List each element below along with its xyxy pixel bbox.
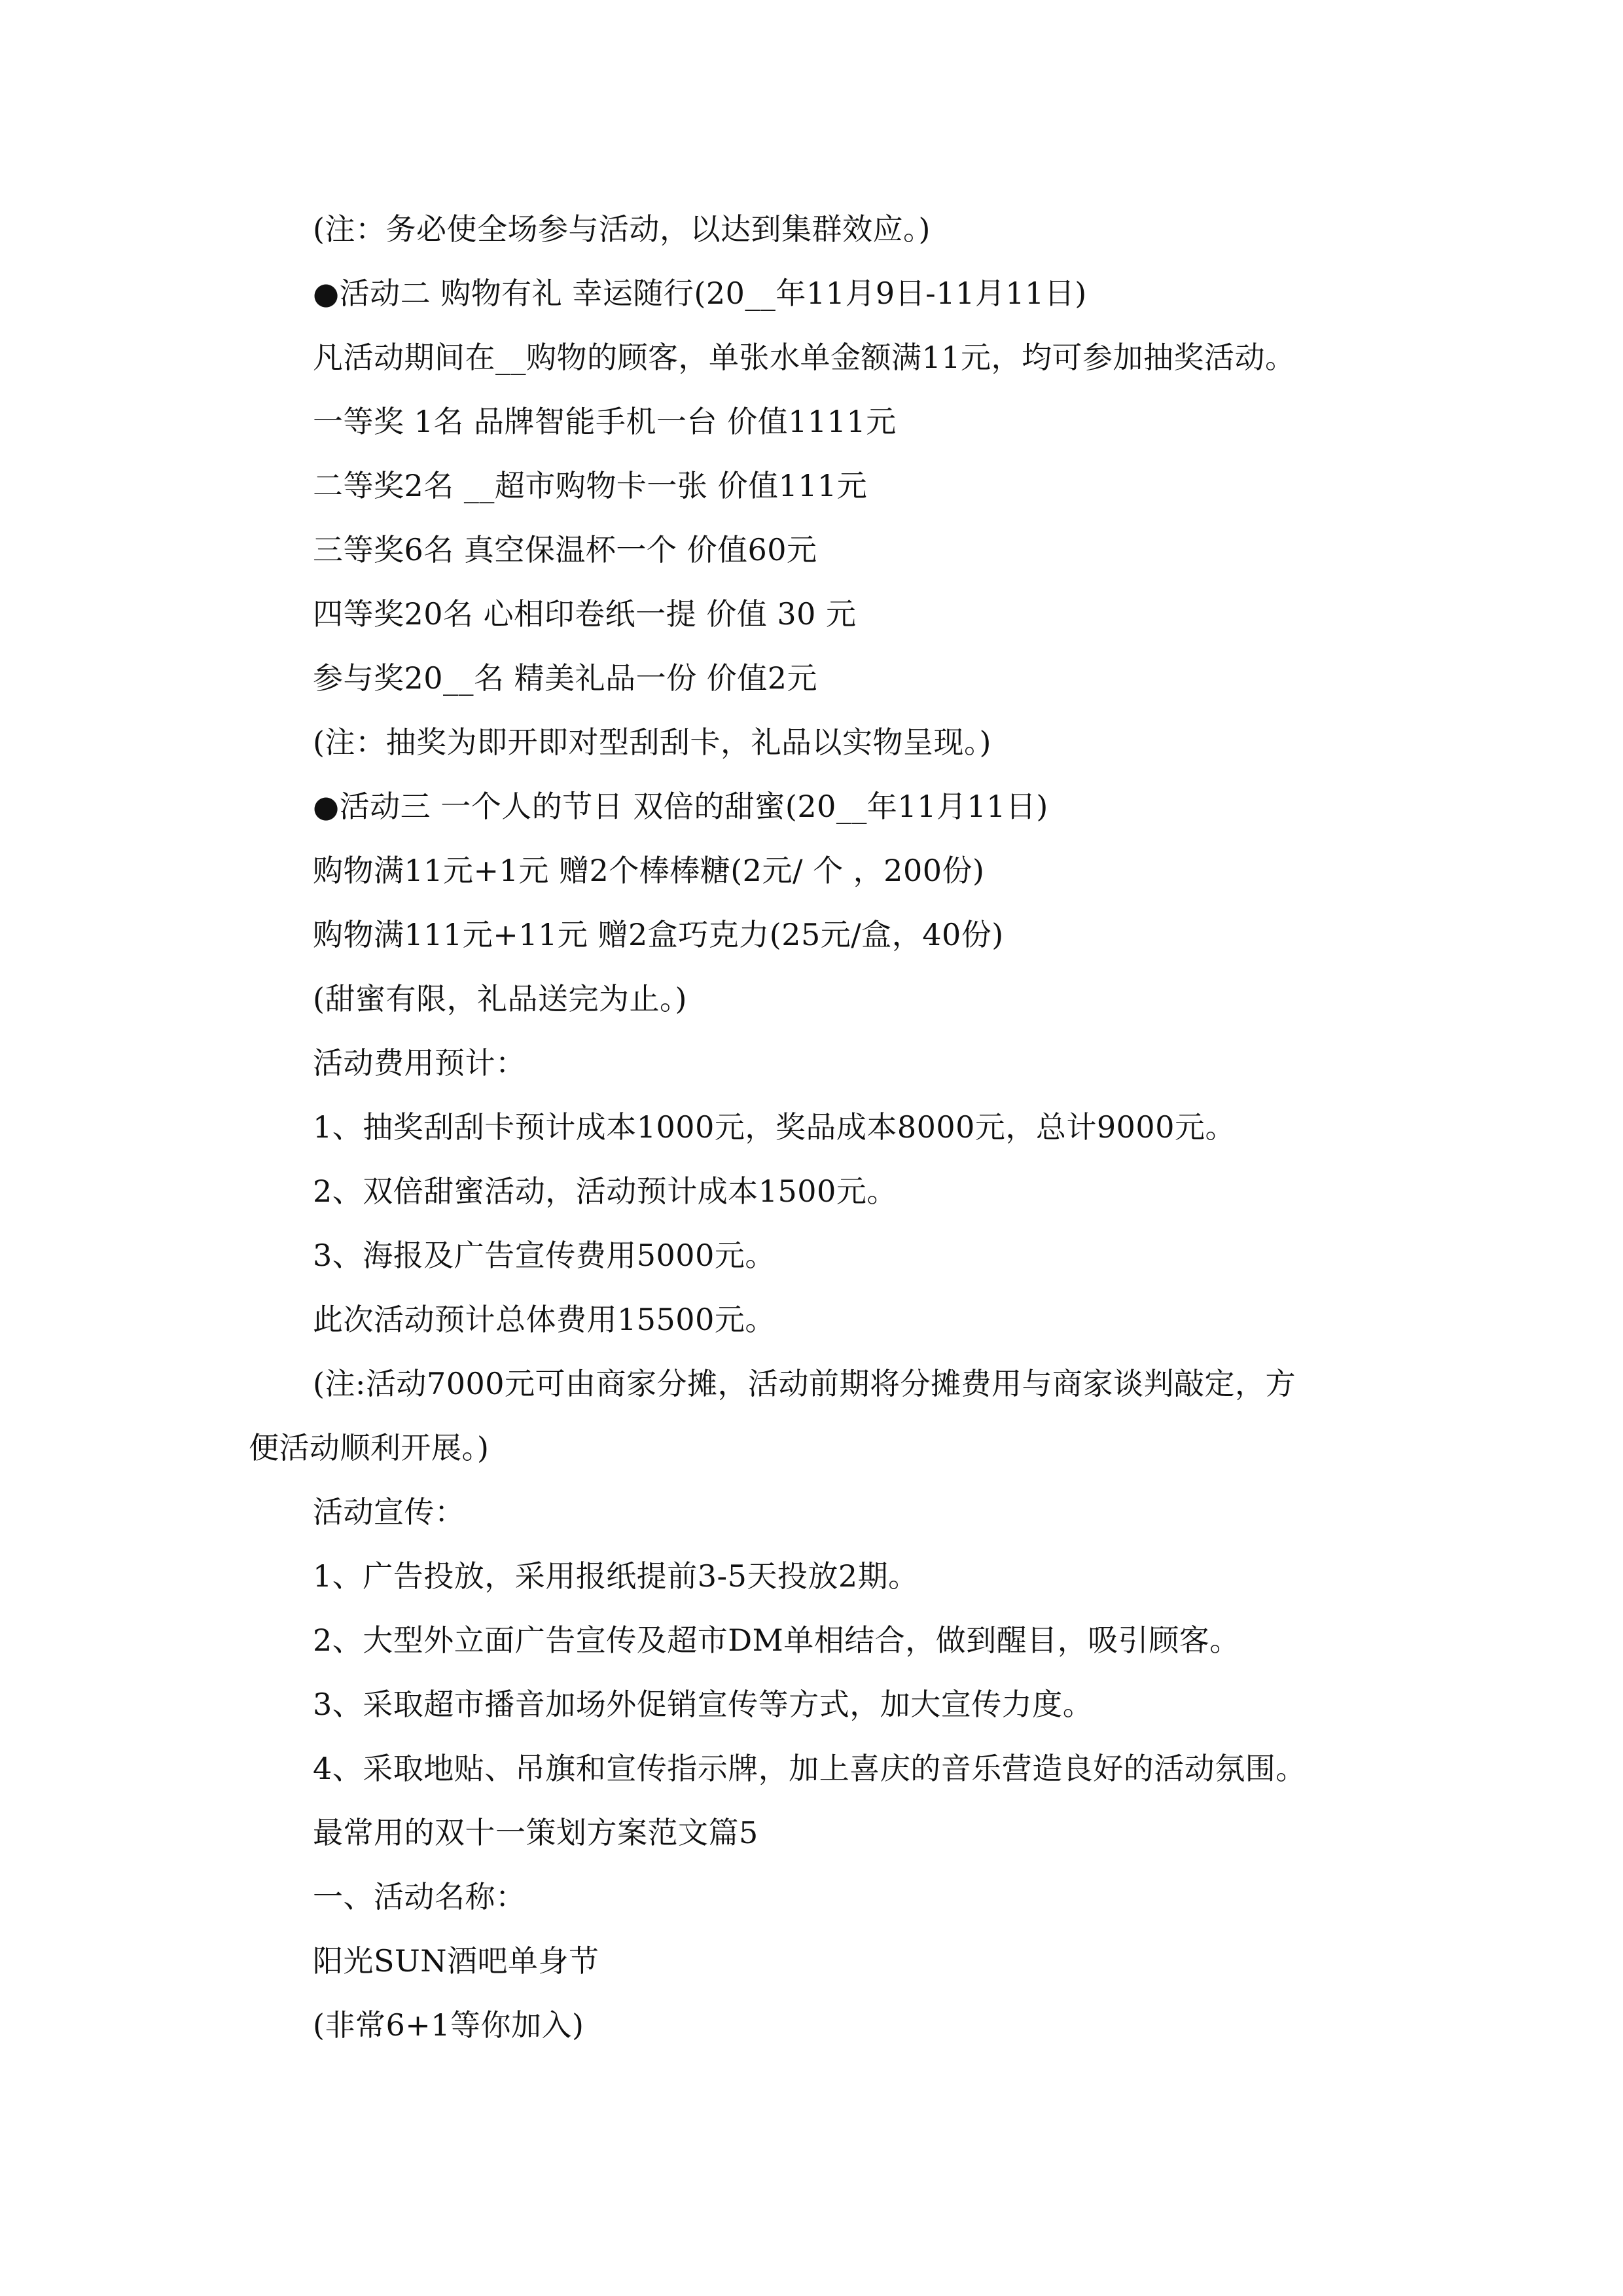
list-item: 2、大型外立面广告宣传及超市DM单相结合，做到醒目，吸引顾客。	[313, 1623, 1240, 1658]
prize-line: 四等奖20名 心相印卷纸一提 价值 30 元	[313, 596, 857, 632]
prize-line: 二等奖2名 __超市购物卡一张 价值111元	[313, 468, 868, 503]
list-item: 1、广告投放，采用报纸提前3-5天投放2期。	[313, 1558, 919, 1594]
note-line: (注:活动7000元可由商家分摊，活动前期将分摊费用与商家谈判敲定，方	[313, 1366, 1296, 1401]
list-item: 4、采取地贴、吊旗和宣传指示牌，加上喜庆的音乐营造良好的活动氛围。	[313, 1751, 1306, 1786]
activity-heading: ●活动二 购物有礼 幸运随行(20__年11月9日-11月11日)	[313, 276, 1087, 311]
note-line: (注：务必使全场参与活动，以达到集群效应。)	[313, 211, 931, 247]
activity-heading: ●活动三 一个人的节日 双倍的甜蜜(20__年11月11日)	[313, 789, 1048, 824]
section-heading: 活动费用预计：	[313, 1045, 526, 1081]
section-heading: 一、活动名称：	[313, 1879, 526, 1914]
note-line: (注：抽奖为即开即对型刮刮卡，礼品以实物呈现。)	[313, 725, 991, 760]
list-item: 1、抽奖刮刮卡预计成本1000元，奖品成本8000元，总计9000元。	[313, 1109, 1236, 1145]
note-line: (甜蜜有限，礼品送完为止。)	[313, 981, 687, 1016]
body-line: 阳光SUN酒吧单身节	[313, 1943, 599, 1979]
note-line-continued: 便活动顺利开展。)	[249, 1430, 490, 1465]
body-line: 此次活动预计总体费用15500元。	[313, 1302, 776, 1337]
prize-line: 一等奖 1名 品牌智能手机一台 价值1111元	[313, 404, 897, 439]
prize-line: 三等奖6名 真空保温杯一个 价值60元	[313, 532, 817, 567]
body-line: 购物满111元+11元 赠2盒巧克力(25元/盒，40份)	[313, 917, 1004, 952]
list-item: 2、双倍甜蜜活动，活动预计成本1500元。	[313, 1174, 897, 1209]
body-line: (非常6+1等你加入)	[313, 2007, 584, 2043]
article-title: 最常用的双十一策划方案范文篇5	[313, 1815, 758, 1850]
list-item: 3、海报及广告宣传费用5000元。	[313, 1238, 776, 1273]
body-line: 购物满11元+1元 赠2个棒棒糖(2元/ 个 ，200份)	[313, 853, 985, 888]
body-line: 凡活动期间在__购物的顾客，单张水单金额满11元，均可参加抽奖活动。	[313, 340, 1296, 375]
prize-line: 参与奖20__名 精美礼品一份 价值2元	[313, 660, 818, 696]
list-item: 3、采取超市播音加场外促销宣传等方式，加大宣传力度。	[313, 1687, 1094, 1722]
section-heading: 活动宣传：	[313, 1494, 465, 1530]
